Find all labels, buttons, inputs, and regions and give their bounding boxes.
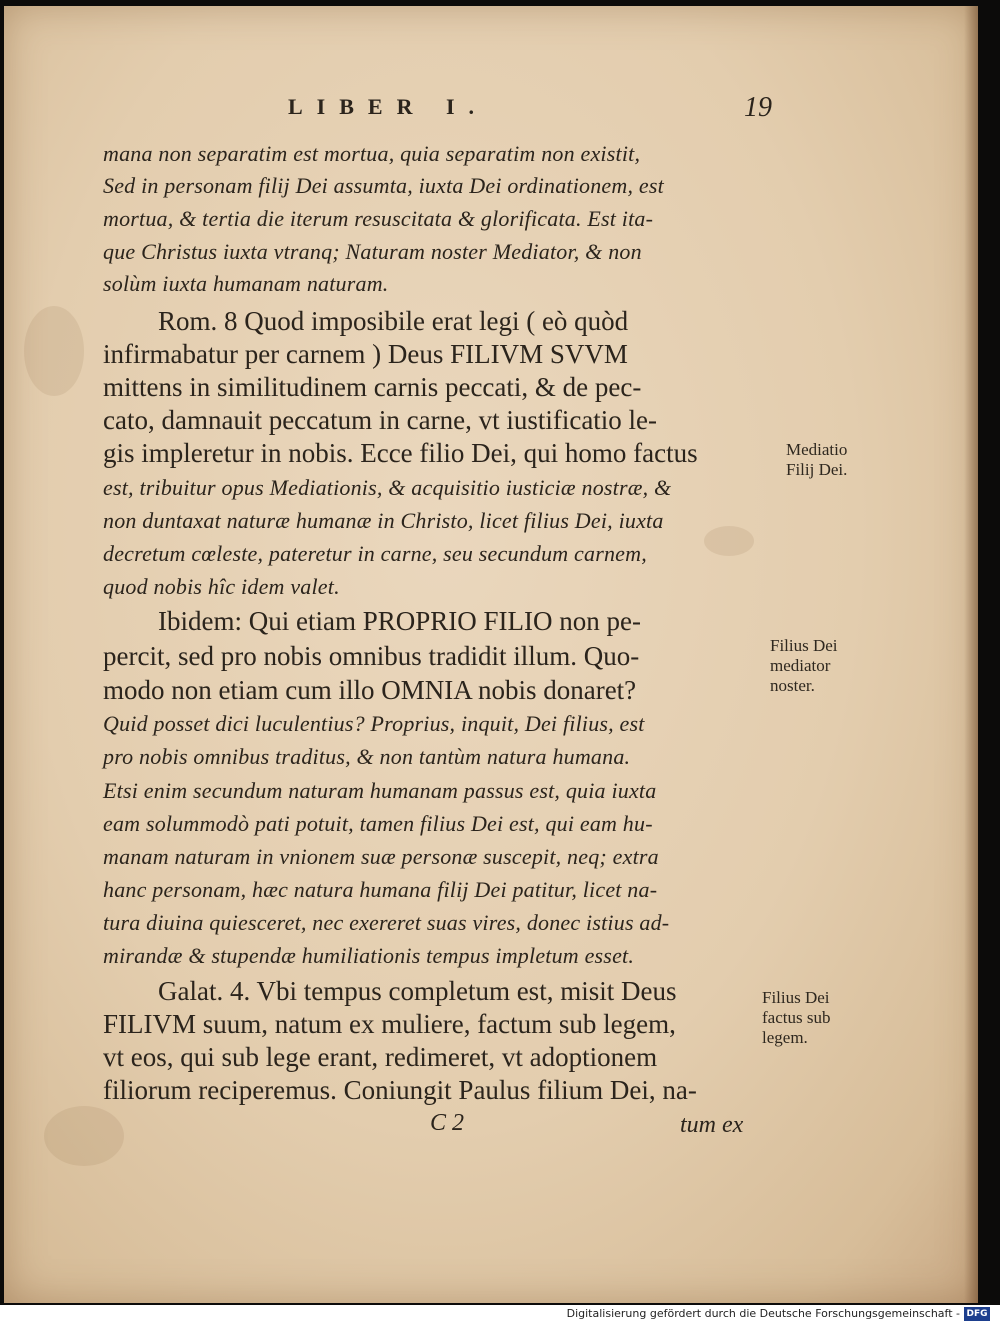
text-line: non duntaxat naturæ humanæ in Christo, licet filius Dei, iuxta (103, 508, 664, 533)
page-number: 19 (744, 92, 772, 123)
text-line: cato, damnauit peccatum in carne, vt iustificatio le- (103, 405, 658, 435)
text-line: manam naturam in vnionem suæ personæ suscepit, neq; extra (103, 844, 659, 869)
text-line: FILIVM suum, natum ex muliere, factum sub legem, (103, 1009, 676, 1039)
text-line: Ibidem: Qui etiam PROPRIO FILIO non pe- (158, 606, 641, 636)
catchword: tum ex (680, 1112, 744, 1138)
margin-note: Filius Dei factus sub legem. (762, 988, 831, 1047)
running-head: LIBER I. (288, 94, 489, 119)
text-line: gis impleretur in nobis. Ecce filio Dei, qui homo factus (103, 438, 698, 468)
text-line: Sed in personam filij Dei assumta, iuxta Dei ordinationem, est (103, 173, 664, 198)
text-line: decretum cœleste, pateretur in carne, seu secundum carnem, (103, 541, 647, 566)
dfg-logo: DFG (964, 1307, 990, 1321)
text-line: mortua, & tertia die iterum resuscitata & glorificata. Est ita- (103, 206, 654, 231)
text-line: modo non etiam cum illo OMNIA nobis donaret? (103, 675, 637, 705)
paper-stain (44, 1106, 124, 1166)
text-line: percit, sed pro nobis omnibus tradidit illum. Quo- (103, 641, 640, 671)
text-line: Etsi enim secundum naturam humanam passus est, quia iuxta (103, 778, 657, 803)
signature-mark: C 2 (430, 1110, 465, 1136)
text-line: Quid posset dici luculentius? Proprius, inquit, Dei filius, est (103, 711, 645, 736)
text-line: hanc personam, hæc natura humana filij Dei patitur, licet na- (103, 877, 658, 902)
text-line: mana non separatim est mortua, quia separatim non existit, (103, 141, 641, 166)
text-line: tura diuina quiesceret, nec exereret suas vires, donec istius ad- (103, 910, 670, 935)
margin-note: Mediatio Filij Dei. (786, 440, 848, 479)
text-line: quod nobis hîc idem valet. (103, 574, 340, 599)
footer-credit: Digitalisierung gefördert durch die Deutsche Forschungsgemeinschaft - (566, 1307, 960, 1320)
text-line: pro nobis omnibus traditus, & non tantùm natura humana. (103, 744, 631, 769)
text-line: est, tribuitur opus Mediationis, & acquisitio iusticiæ nostræ, & (103, 475, 672, 500)
text-line: filiorum reciperemus. Coniungit Paulus filium Dei, na- (103, 1075, 697, 1105)
text-line: vt eos, qui sub lege erant, redimeret, vt adoptionem (103, 1042, 658, 1072)
paper-stain (24, 306, 84, 396)
text-line: Galat. 4. Vbi tempus completum est, misit Deus (158, 976, 677, 1006)
margin-note: Filius Dei mediator noster. (770, 636, 838, 695)
text-line: eam solummodò pati potuit, tamen filius Dei est, qui eam hu- (103, 811, 653, 836)
text-line: infirmabatur per carnem ) Deus FILIVM SVVM (103, 339, 628, 369)
text-line: que Christus iuxta vtranq; Naturam noster Mediator, & non (103, 239, 642, 264)
text-line: mittens in similitudinem carnis peccati, & de pec- (103, 372, 642, 402)
text-line: solùm iuxta humanam naturam. (103, 271, 389, 296)
text-line: Rom. 8 Quod imposibile erat legi ( eò quòd (158, 306, 629, 336)
text-line: mirandæ & stupendæ humiliationis tempus impletum esset. (103, 943, 635, 968)
